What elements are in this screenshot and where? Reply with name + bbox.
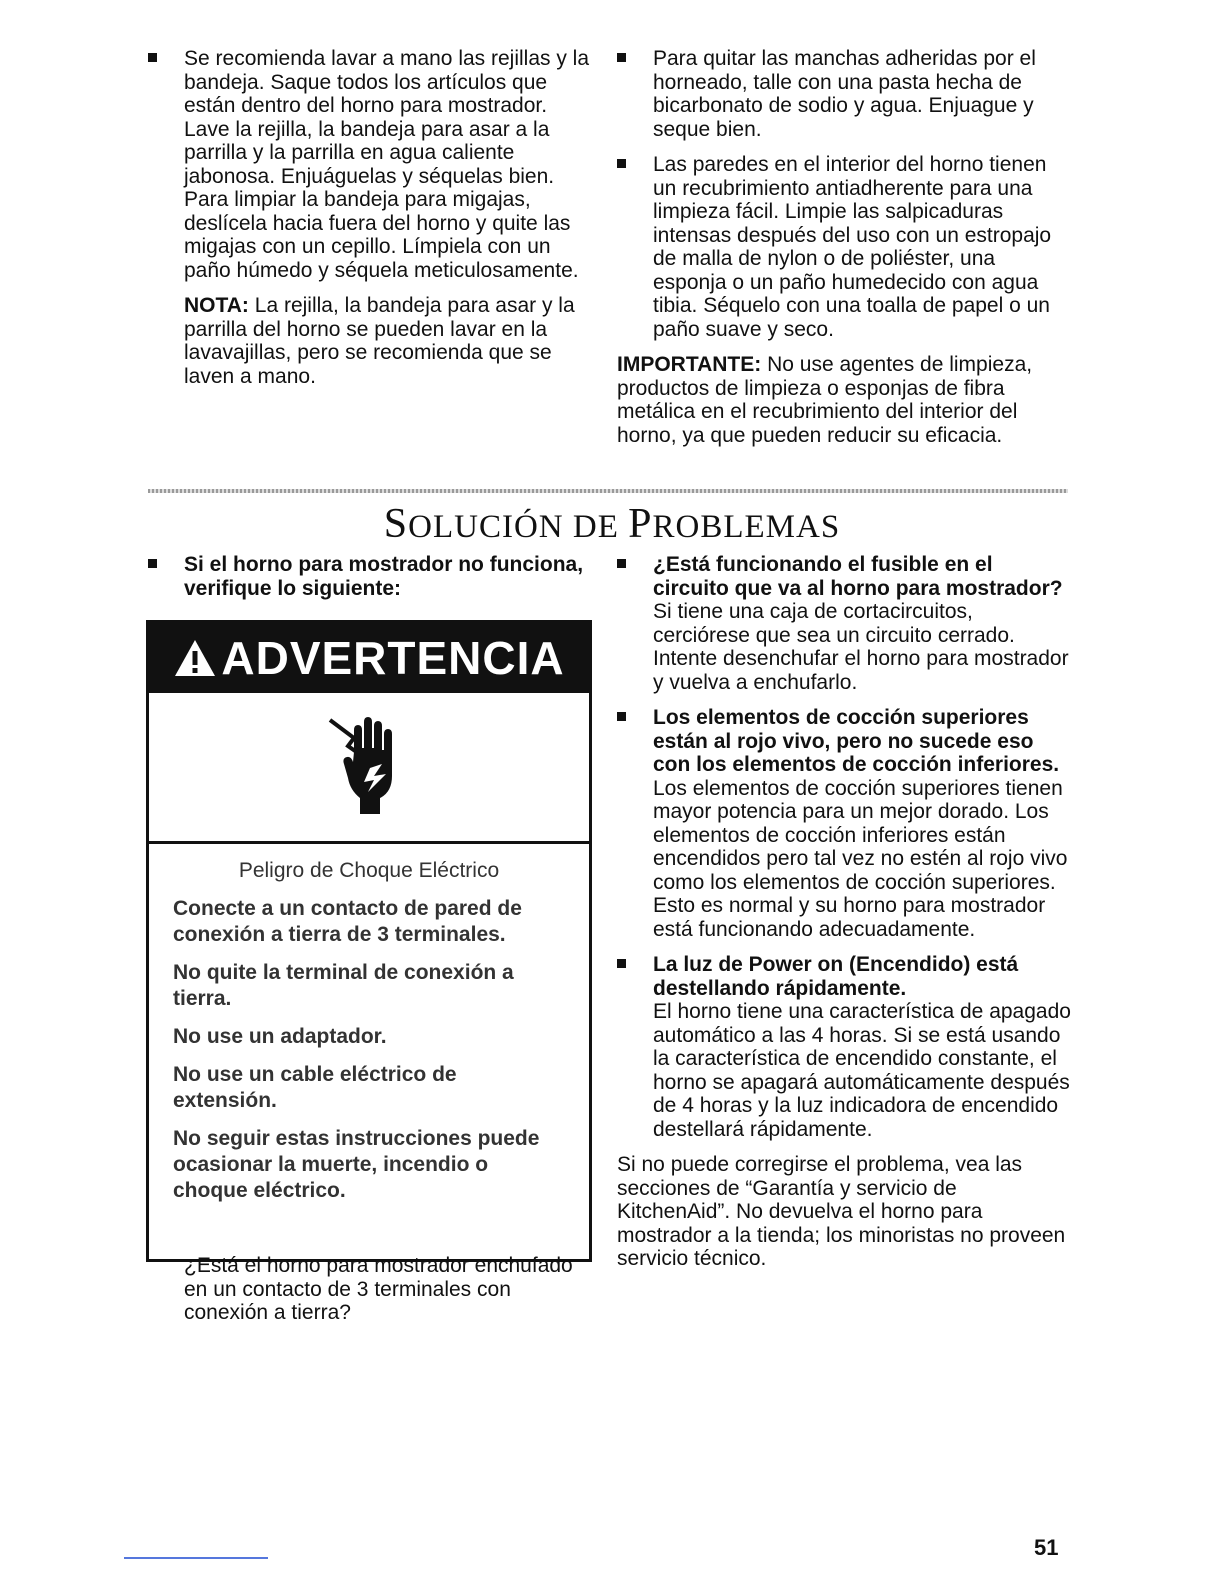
list-item (617, 153, 1072, 341)
warning-header (149, 623, 589, 693)
footer-line (124, 1557, 268, 1559)
warning-line: No use un cable eléctrico de extensión. (173, 1063, 457, 1112)
warning-line: No seguir estas instrucciones puede ocasionar la muerte, incendio o choque eléctrico. (173, 1127, 540, 1202)
item-body: Si tiene una caja de cortacircuitos, cerciórese que sea un circuito cerrado. Intente desenchufar el horno para mostrador y vuelva a enchufarlo. (653, 600, 1069, 694)
list-item (148, 553, 598, 600)
item-heading: Los elementos de cocción superiores están al rojo vivo, pero no sucede eso con los elementos de cocción inferiores. (653, 706, 1060, 776)
cleaning-right-column (617, 47, 1072, 447)
bullet-square-icon (617, 559, 626, 568)
nota-label: NOTA: (184, 294, 249, 317)
walls-text: Las paredes en el interior del horno tienen un recubrimiento antiadherente para una limpieza fácil. Limpie las salpicaduras intensas después del uso con un estropajo de malla de nylon o de poliéster, una esponja o un paño humedecido con agua tibia. Séquelo con una toalla de papel o un paño suave y seco. (653, 153, 1052, 341)
warning-heading: ADVERTENCIA (221, 632, 565, 684)
item-body: El horno tiene una característica de apagado automático a las 4 horas. Si se está usando la característica de encendido constante, el horno se apagará automáticamente después de 4 horas y la luz indicadora de encendido destellará rápidamente. (653, 1000, 1071, 1141)
importante-label: IMPORTANTE: (617, 353, 762, 376)
troubleshoot-right-column (617, 553, 1072, 1271)
importante-text: No use agentes de limpieza, productos de limpieza o esponjas de fibra metálica en el recubrimiento del interior del horno, ya que pueden reducir su eficacia. (617, 353, 1033, 447)
warning-triangle-icon (173, 638, 217, 678)
list-item (617, 47, 1072, 141)
cleaning-racks-text: Se recomienda lavar a mano las rejillas y la bandeja. Saque todos los artículos que están dentro del horno para mostrador. Lave la rejilla, la bandeja para asar a la parrilla y la parrilla en agua caliente jabonosa. Enjuáguelas y séquelas bien. Para limpiar la bandeja para migajas, deslícela hacia fuera del horno y quite las migajas con un cepillo. Límpiela con un paño húmedo y séquela meticulosamente. (184, 47, 590, 282)
grounded-question: ¿Está el horno para mostrador enchufado en un contacto de 3 terminales con conexión a tierra? (184, 1254, 573, 1324)
warning-line: Conecte a un contacto de pared de conexión a tierra de 3 terminales. (173, 897, 522, 946)
section-title: SOLUCIÓN DE PROBLEMAS (383, 501, 841, 547)
closing-text: Si no puede corregirse el problema, vea las secciones de “Garantía y servicio de KitchenAid”. No devuelva el horno para mostrador a la tienda; los minoristas no proveen servicio técnico. (617, 1153, 1066, 1270)
warning-box (146, 620, 592, 1262)
troubleshoot-left-column (148, 553, 598, 600)
bullet-square-icon (617, 959, 626, 968)
importante-paragraph (617, 353, 1072, 447)
cleaning-left-column (148, 47, 598, 388)
list-item (617, 553, 1072, 694)
list-item (148, 47, 598, 282)
section-divider (148, 489, 1068, 493)
nota-paragraph (148, 294, 598, 388)
stains-text: Para quitar las manchas adheridas por el horneado, talle con una pasta hecha de bicarbonato de sodio y agua. Enjuague y seque bien. (653, 47, 1036, 141)
bullet-square-icon (148, 53, 157, 62)
page-number: 51 (1034, 1535, 1059, 1560)
warning-line: No quite la terminal de conexión a tierra. (173, 961, 514, 1010)
item-body: Los elementos de cocción superiores tienen mayor potencia para un mejor dorado. Los elementos de cocción inferiores están encendidos pero tal vez no estén al rojo vivo como los elementos de cocción superiores. Esto es normal y su horno para mostrador está funcionando adecuadamente. (653, 776, 1068, 941)
bullet-square-icon (148, 559, 157, 568)
bullet-square-icon (617, 53, 626, 62)
warning-line: No use un adaptador. (173, 1025, 387, 1048)
intro-text: Si el horno para mostrador no funciona, verifique lo siguiente: (184, 553, 584, 600)
list-item (617, 953, 1072, 1141)
shock-hazard-area (149, 693, 589, 844)
list-item (617, 706, 1072, 941)
warning-text (149, 844, 589, 1204)
bullet-square-icon (617, 712, 626, 721)
nota-text: La rejilla, la bandeja para asar y la parrilla del horno se pueden lavar en la lavavajillas, pero se recomienda que se laven a mano. (184, 294, 575, 388)
electric-shock-hand-icon (324, 712, 414, 822)
item-heading: ¿Está funcionando el fusible en el circuito que va al horno para mostrador? (653, 553, 1063, 600)
hazard-title: Peligro de Choque Eléctrico (238, 859, 500, 882)
item-heading: La luz de Power on (Encendido) está destellando rápidamente. (653, 953, 1019, 1000)
bullet-square-icon (617, 159, 626, 168)
